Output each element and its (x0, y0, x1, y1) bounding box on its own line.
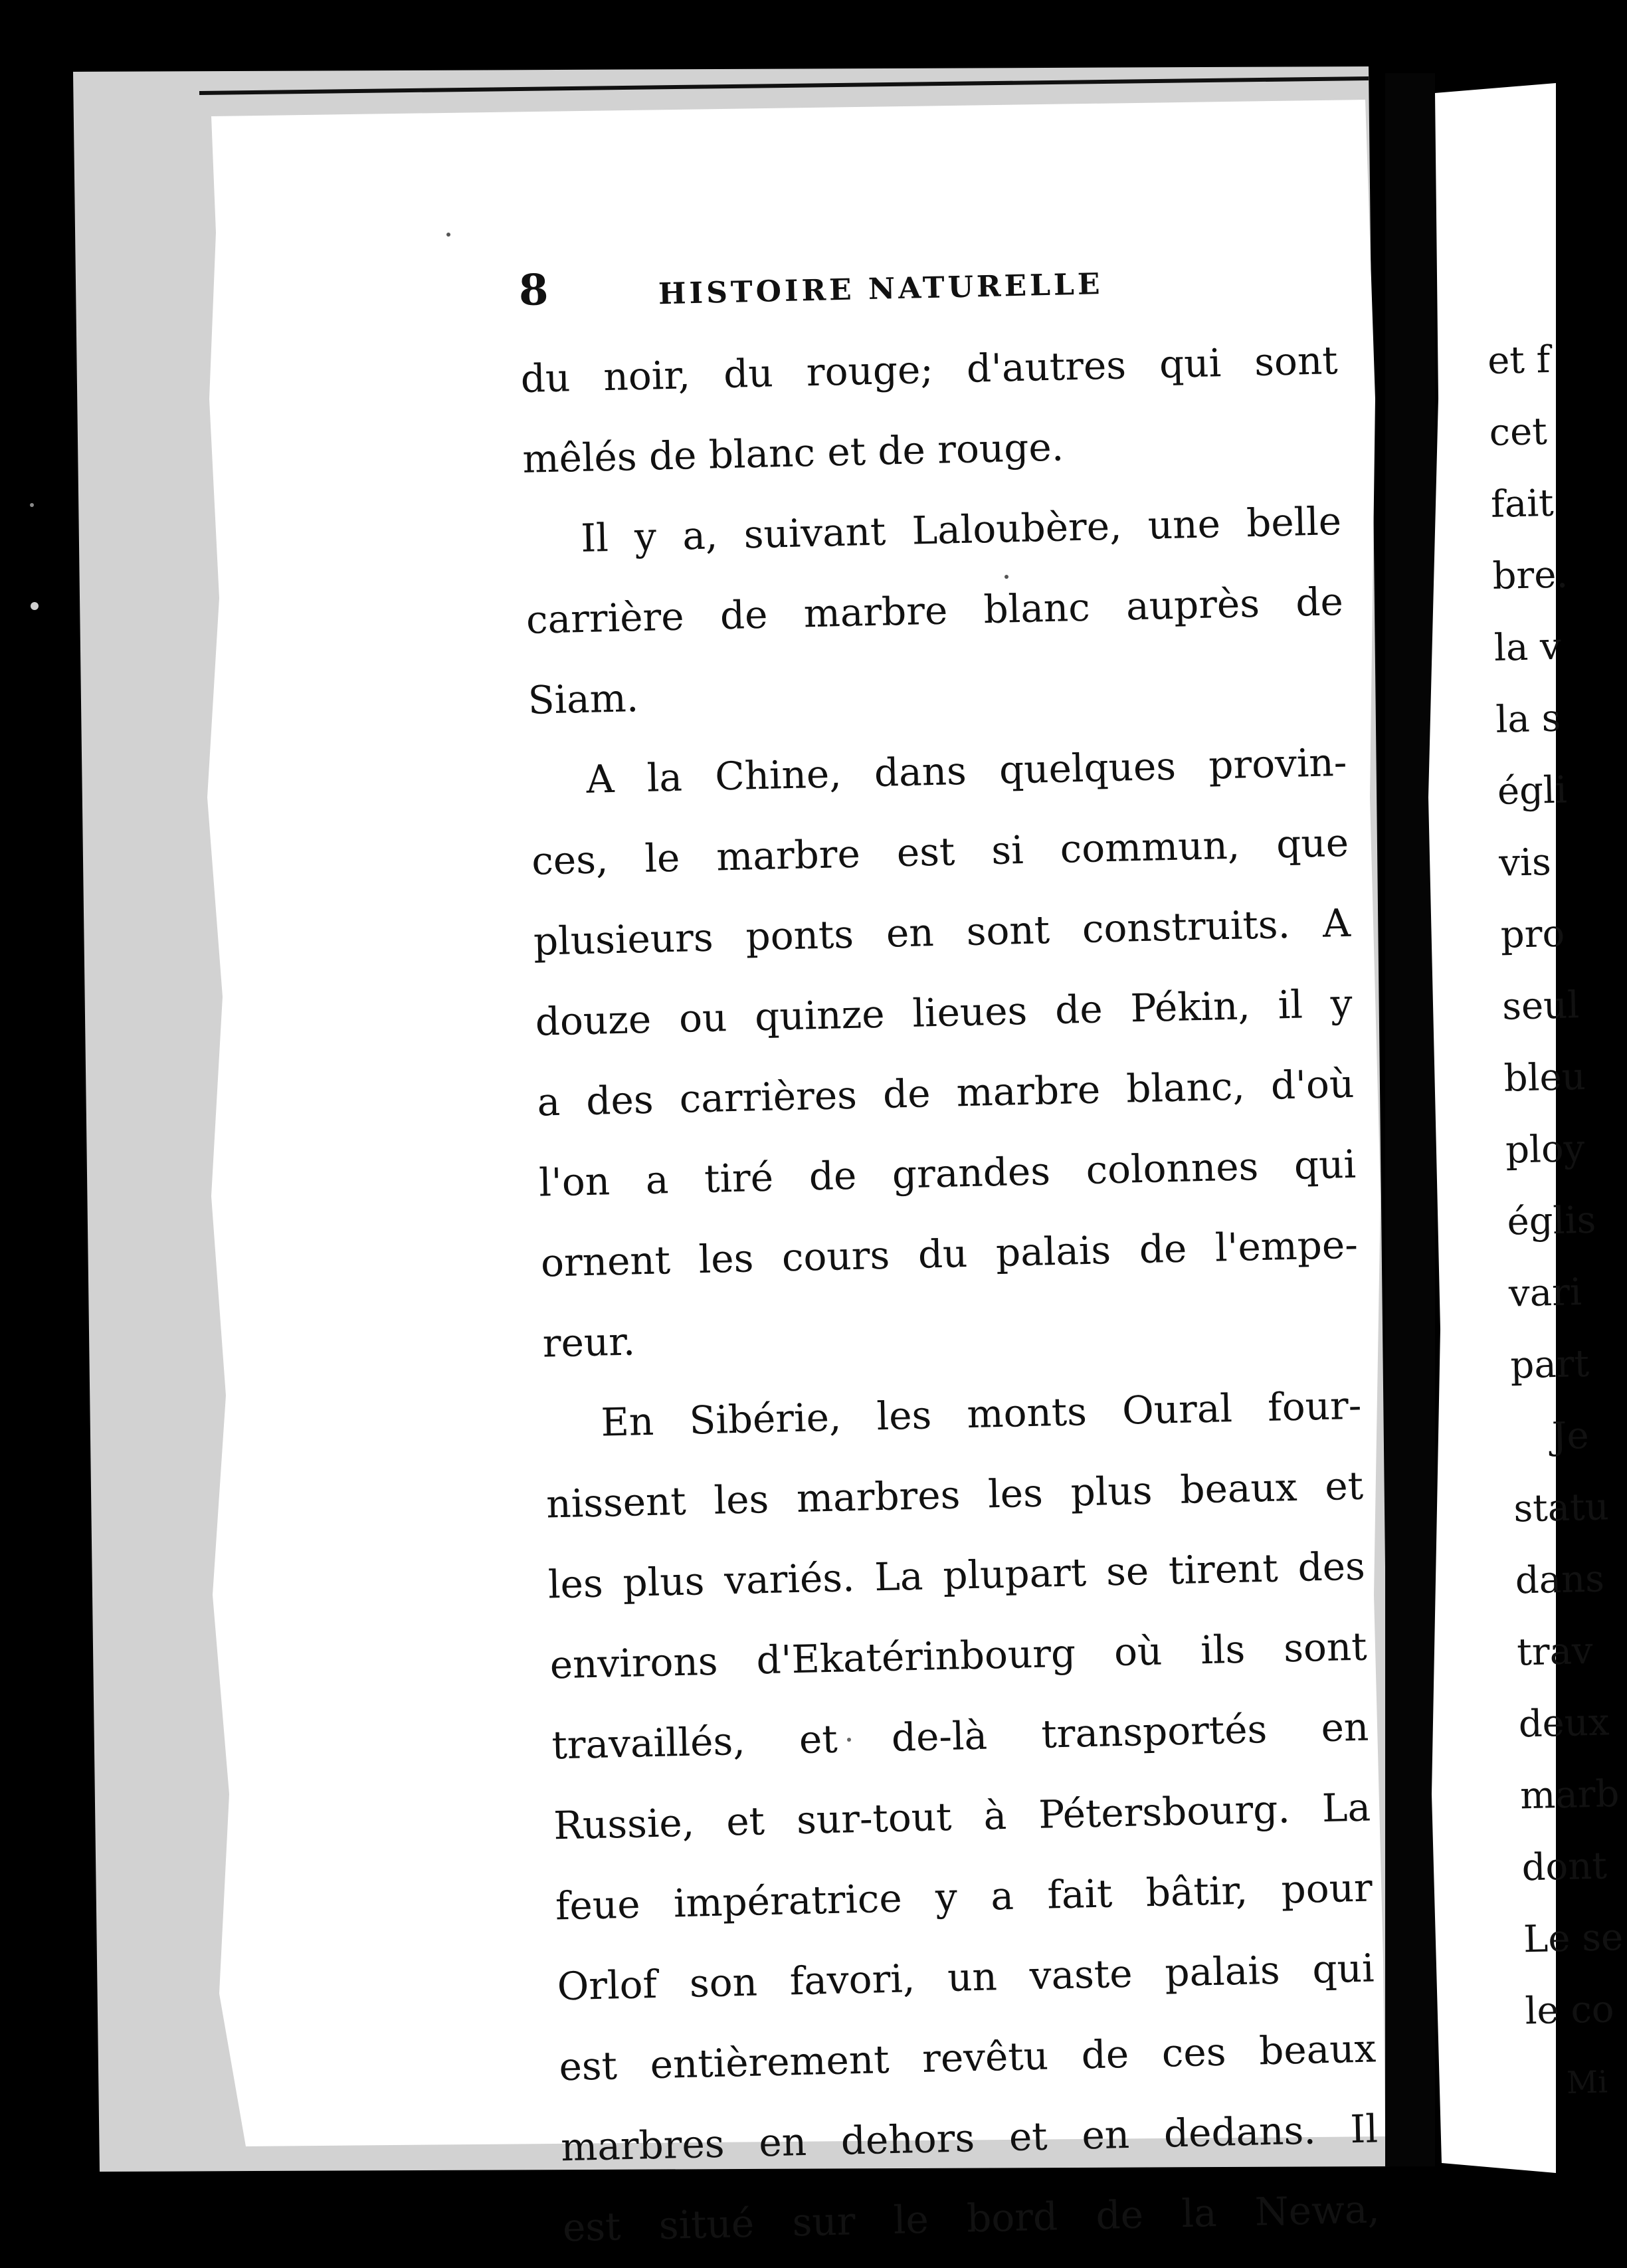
text-line: Orlof son favori, un vaste palais qui (556, 1945, 1375, 2010)
text-line: nissent les marbres les plus beaux et (545, 1463, 1364, 1527)
right-text-line: ploy (1505, 1126, 1585, 1172)
right-text-line: fait (1490, 481, 1555, 526)
right-text-line: vis (1498, 841, 1552, 885)
right-text-line: dans (1515, 1557, 1605, 1603)
text-line: douze ou quinze lieues de Pékin, il y (535, 980, 1353, 1045)
text-line: ornent les cours du palais de l'empe- (540, 1221, 1359, 1286)
margin-speck (31, 602, 39, 610)
right-text-line: le co (1524, 1988, 1615, 2033)
text-line: les plus variés. La plupart se tirent des (547, 1543, 1366, 1607)
right-text-line: Mi (1566, 2063, 1608, 2101)
right-text-line: dont (1521, 1844, 1608, 1890)
text-line: Il y a, suivant Laloubère, une belle (580, 498, 1342, 561)
text-line: reur. (542, 1318, 636, 1366)
body-text (520, 320, 1381, 2268)
text-line: est entièrement revêtu de ces beaux (558, 2025, 1377, 2090)
right-text-line: et f (1487, 338, 1551, 383)
text-line: marbres en dehors et en dedans. Il (560, 2106, 1379, 2170)
right-text-line: marb (1519, 1772, 1620, 1818)
text-line: feue impératrice y a fait bâtir, pour (555, 1865, 1373, 1929)
text-line: du noir, du rouge; d'autres qui sont (520, 338, 1339, 401)
right-text-line: statu (1513, 1485, 1610, 1531)
text-line: l'on a tiré de grandes colonnes qui (538, 1141, 1357, 1205)
text-line: environs d'Ekatérinbourg où ils sont (549, 1623, 1368, 1688)
left-page-text (518, 247, 1381, 2268)
text-line: Siam. (527, 675, 639, 723)
right-text-line: cet (1488, 409, 1548, 455)
right-text-line: seul (1501, 983, 1580, 1029)
right-text-line: églis (1506, 1198, 1596, 1244)
right-text-line: trav (1516, 1629, 1594, 1675)
right-text-line: Je (1551, 1413, 1590, 1459)
right-text-line: pro (1500, 912, 1565, 957)
right-text-line: la v (1493, 625, 1562, 670)
right-text-line: la s (1495, 696, 1562, 742)
right-text-line: bleu (1503, 1055, 1586, 1100)
text-line: En Sibérie, les monts Oural four- (600, 1382, 1362, 1445)
right-text-line: égli (1497, 768, 1568, 813)
running-head: HISTOIRE NATURELLE (658, 267, 1104, 312)
text-line: a des carrières de marbre blanc, d'où (536, 1061, 1355, 1125)
text-line: travaillés, et de-là transportés en (551, 1704, 1369, 1768)
text-line: ces, le marbre est si commun, que (531, 819, 1349, 884)
text-line: carrière de marbre blanc auprès de (526, 578, 1344, 643)
right-text-line: bre. (1491, 553, 1569, 598)
right-text-line: vari (1508, 1271, 1582, 1316)
page-speck (446, 233, 450, 237)
right-text-line: Le se (1523, 1915, 1624, 1962)
gutter (1385, 73, 1435, 2166)
text-line: Russie, et sur-tout à Pétersbourg. La (553, 1784, 1371, 1849)
text-line: plusieurs ponts en sont construits. A (533, 900, 1351, 964)
right-text-line: part (1509, 1342, 1590, 1388)
margin-speck (30, 503, 34, 507)
text-line: A la Chine, dans quelques provin- (585, 739, 1348, 802)
page-number: 8 (518, 264, 549, 316)
text-line: mêlés de blanc et de rouge. (522, 424, 1064, 482)
right-text-line: deux (1518, 1701, 1610, 1746)
text-line: est situé sur le bord de la Newa, (562, 2186, 1381, 2251)
